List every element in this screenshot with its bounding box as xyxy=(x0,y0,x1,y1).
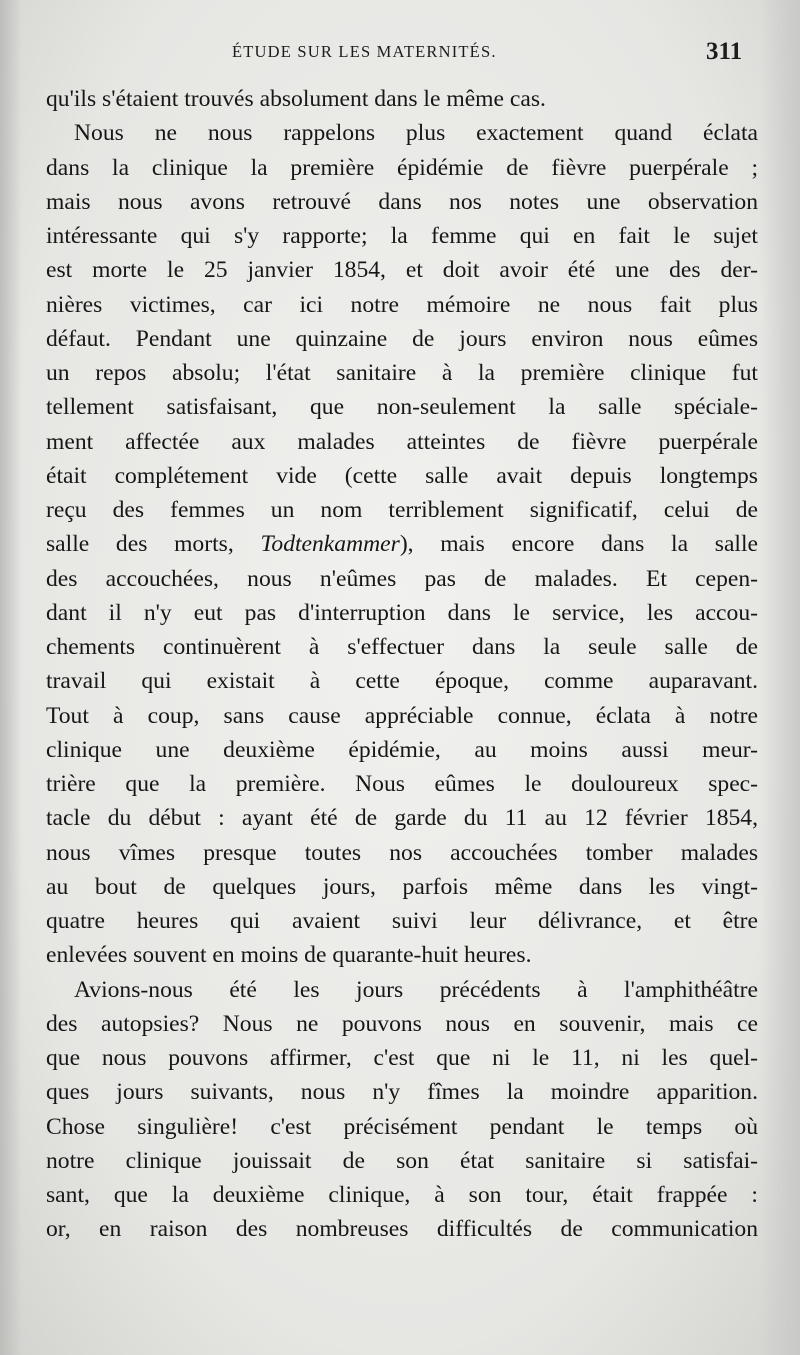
text-line: mais nous avons retrouvé dans nos notes une observation xyxy=(46,188,758,215)
text-line: intéressante qui s'y rapporte; la femme qui en fait le sujet xyxy=(46,223,758,249)
text-line: était complétement vide (cette salle avait depuis longtemps xyxy=(46,462,758,489)
text-line: au bout de quelques jours, parfois même dans les vingt- xyxy=(46,873,758,900)
text-line: des accouchées, nous n'eûmes pas de malades. Et cepen- xyxy=(46,565,758,592)
text-line: trière que la première. Nous eûmes le douloureux spec- xyxy=(46,771,758,797)
text-line: Chose singulière! c'est précisément pendant le temps où xyxy=(46,1113,758,1140)
text-line: Tout à coup, sans cause appréciable connue, éclata à notre xyxy=(46,702,758,729)
text-line: ment affectée aux malades atteintes de fièvre puerpérale xyxy=(46,428,758,455)
text-line: est morte le 25 janvier 1854, et doit avoir été une des der- xyxy=(46,257,758,284)
text-line: ques jours suivants, nous n'y fîmes la moindre apparition. xyxy=(46,1079,758,1106)
text-line: tacle du début : ayant été de garde du 11 au 12 février 1854, xyxy=(46,805,758,832)
text-line: quatre heures qui avaient suivi leur délivrance, et être xyxy=(46,908,758,934)
running-head xyxy=(0,36,800,72)
paragraph-start-line: Nous ne nous rappelons plus exactement quand éclata xyxy=(74,120,758,147)
italic-term: Todtenkammer xyxy=(260,531,400,558)
text-line: or, en raison des nombreuses difficultés de communication xyxy=(46,1216,758,1243)
paragraph-end-line: enlevées souvent en moins de quarante-huit heures. xyxy=(46,942,532,969)
running-title: ÉTUDE SUR LES MATERNITÉS. xyxy=(232,42,497,61)
body-text xyxy=(46,82,758,1247)
text-line-with-italic xyxy=(46,527,758,561)
text-line: un repos absolu; l'état sanitaire à la première clinique fut xyxy=(46,360,758,386)
page-number: 311 xyxy=(706,38,743,65)
text-line: que nous pouvons affirmer, c'est que ni le 11, ni les quel- xyxy=(46,1045,758,1071)
paragraph-start-line: Avions-nous été les jours précédents à l'amphithéâtre xyxy=(74,976,758,1003)
text-line: reçu des femmes un nom terriblement significatif, celui de xyxy=(46,497,758,523)
text-line: nous vîmes presque toutes nos accouchées tomber malades xyxy=(46,839,758,866)
text-line: défaut. Pendant une quinzaine de jours environ nous eûmes xyxy=(46,325,758,352)
text-line: sant, que la deuxième clinique, à son tour, était frappée : xyxy=(46,1182,758,1208)
text-line: des autopsies? Nous ne pouvons nous en souvenir, mais ce xyxy=(46,1010,758,1037)
text-line: clinique une deuxième épidémie, au moins aussi meur- xyxy=(46,736,758,763)
text-line: travail qui existait à cette époque, comme auparavant. xyxy=(46,668,758,695)
text-segment: salle des morts, xyxy=(46,531,261,558)
text-line: notre clinique jouissait de son état sanitaire si satisfai- xyxy=(46,1147,758,1174)
text-line: chements continuèrent à s'effectuer dans la seule salle de xyxy=(46,634,758,660)
text-line: dans la clinique la première épidémie de fièvre puerpérale ; xyxy=(46,154,758,181)
text-segment: ), mais encore dans la salle xyxy=(399,531,759,558)
text-line: nières victimes, car ici notre mémoire ne nous fait plus xyxy=(46,291,758,318)
text-line: qu'ils s'étaient trouvés absolument dans le même cas. xyxy=(46,86,546,112)
text-line: dant il n'y eut pas d'interruption dans le service, les accou- xyxy=(46,599,758,626)
text-line: tellement satisfaisant, que non-seulement la salle spéciale- xyxy=(46,394,758,421)
